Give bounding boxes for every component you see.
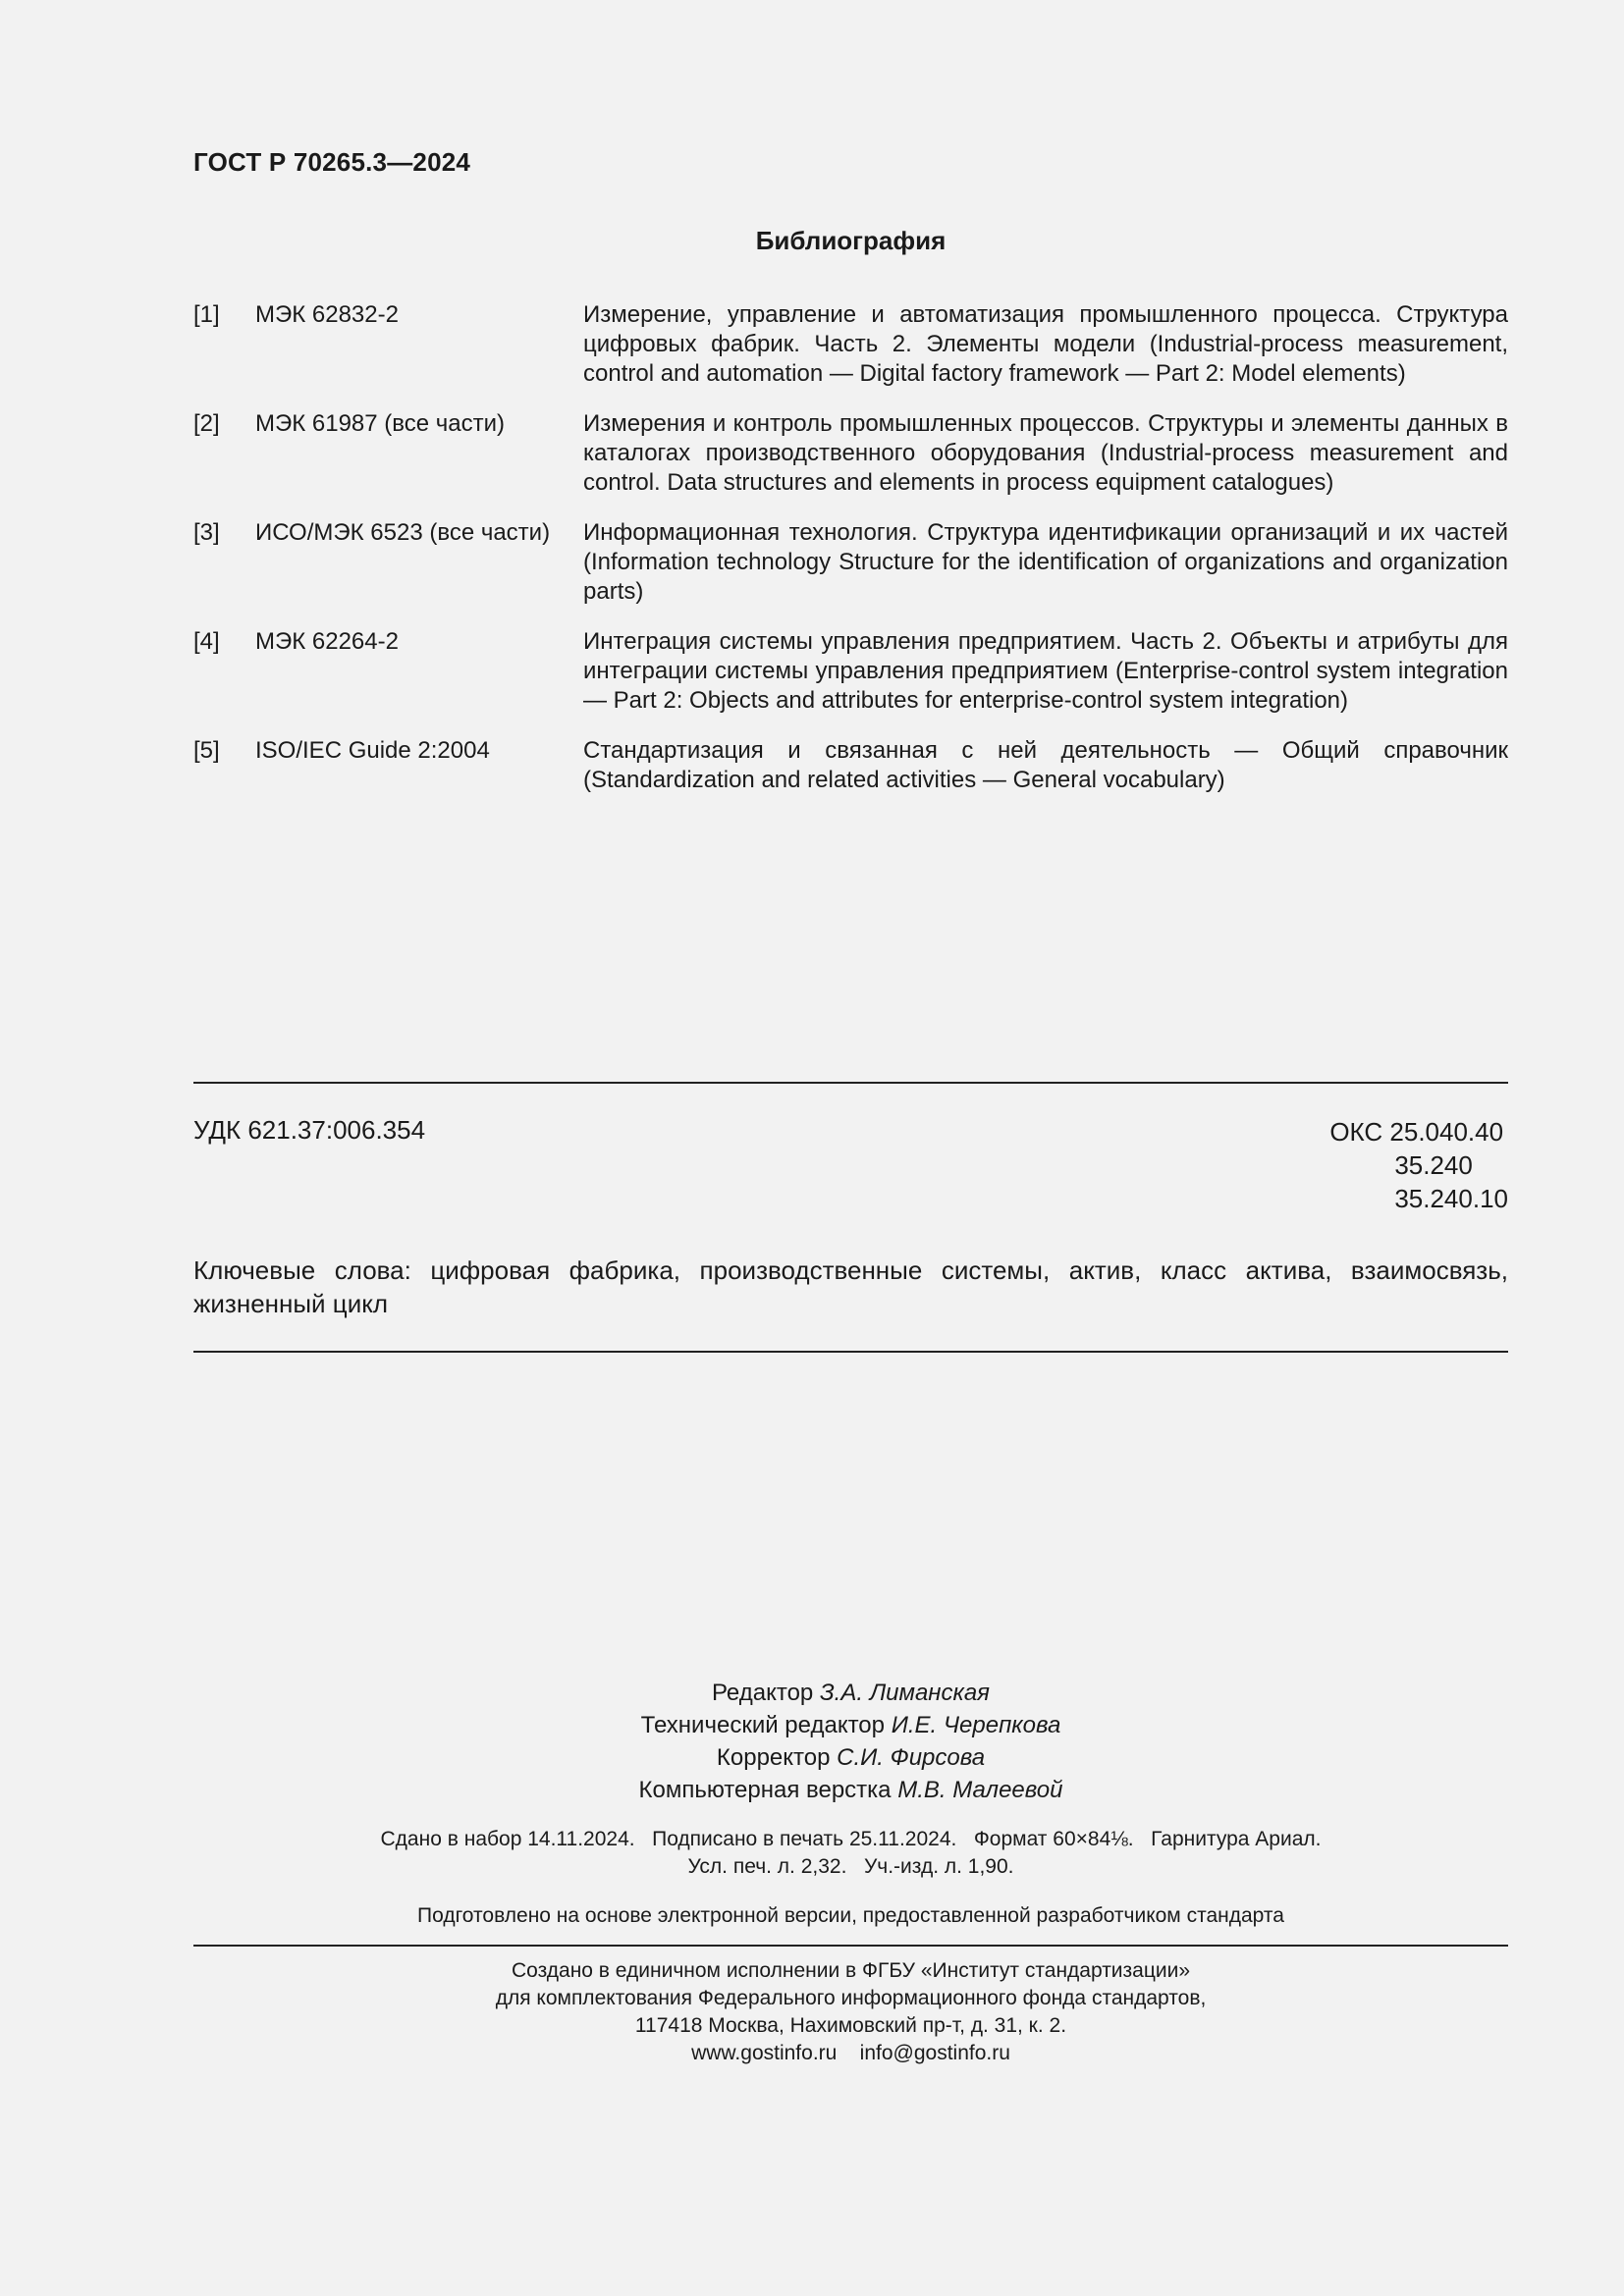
credit-name: М.В. Малеевой bbox=[897, 1777, 1063, 1803]
bibliography-item bbox=[193, 409, 1508, 498]
bibliography-item-description: Измерения и контроль промышленных процессов. Структуры и элементы данных в каталогах производственного оборудования (Industrial-process measurement and control. Data structures and elements in process equipment catalogues) bbox=[583, 410, 1508, 496]
created-line: для комплектования Федерального информационного фонда стандартов, bbox=[495, 1987, 1207, 2009]
bibliography-item-code: МЭК 62264-2 bbox=[255, 628, 399, 655]
credit-role: Компьютерная верстка bbox=[638, 1777, 892, 1803]
bibliography-item-number: [5] bbox=[193, 737, 220, 764]
oks-code: 35.240 bbox=[1394, 1150, 1473, 1180]
bibliography-item-description: Информационная технология. Структура идентификации организаций и их частей (Information technology Structure for the identification of organizations and organization parts) bbox=[583, 519, 1508, 605]
bibliography-item-number: [1] bbox=[193, 301, 220, 328]
credit-name: И.Е. Черепкова bbox=[891, 1712, 1061, 1738]
bibliography-item bbox=[193, 627, 1508, 716]
created-line: Создано в единичном исполнении в ФГБУ «Институт стандартизации» bbox=[511, 1959, 1191, 1982]
credit-name: З.А. Лиманская bbox=[819, 1680, 991, 1706]
udk-code: УДК 621.37:006.354 bbox=[193, 1115, 426, 1145]
divider-bottom bbox=[193, 1945, 1508, 1947]
keywords: Ключевые слова: цифровая фабрика, производственные системы, актив, класс актива, взаимосвязь, жизненный цикл bbox=[193, 1255, 1508, 1318]
credit-line bbox=[193, 1774, 1508, 1806]
bibliography-item-description: Измерение, управление и автоматизация промышленного процесса. Структура цифровых фабрик. Часть 2. Элементы модели (Industrial-process measurement, control and automation — Digital factory framework — Part 2: Model elements) bbox=[583, 301, 1508, 387]
bibliography-title: Библиография bbox=[755, 226, 947, 255]
credit-line bbox=[193, 1741, 1508, 1774]
bibliography-item bbox=[193, 300, 1508, 389]
bibliography-item bbox=[193, 736, 1508, 795]
credit-role: Редактор bbox=[711, 1680, 814, 1706]
credit-line bbox=[193, 1677, 1508, 1709]
prepared-note: Подготовлено на основе электронной версии, предоставленной разработчиком стандарта bbox=[417, 1904, 1284, 1927]
bibliography-item-code: МЭК 62832-2 bbox=[255, 301, 399, 328]
divider-top bbox=[193, 1082, 1508, 1084]
credit-line bbox=[193, 1709, 1508, 1741]
credits bbox=[193, 1677, 1508, 1806]
bibliography-item-number: [2] bbox=[193, 410, 220, 437]
bibliography-item-code: МЭК 61987 (все части) bbox=[255, 410, 506, 437]
oks-codes bbox=[1329, 1115, 1508, 1215]
divider-middle bbox=[193, 1351, 1508, 1353]
bibliography-item-code: ISO/IEC Guide 2:2004 bbox=[255, 737, 490, 764]
bibliography-item-number: [4] bbox=[193, 628, 220, 655]
contacts-line: www.gostinfo.ru info@gostinfo.ru bbox=[691, 2042, 1010, 2064]
oks-code: 35.240.10 bbox=[1394, 1184, 1508, 1213]
bibliography-item-number: [3] bbox=[193, 519, 220, 546]
imprint-line: Усл. печ. л. 2,32. Уч.-изд. л. 1,90. bbox=[687, 1855, 1014, 1878]
bibliography-list bbox=[193, 300, 1508, 816]
imprint-line: Сдано в набор 14.11.2024. Подписано в печать 25.11.2024. Формат 60×84⅛. Гарнитура Ариал. bbox=[380, 1828, 1322, 1850]
document-number: ГОСТ Р 70265.3—2024 bbox=[193, 147, 471, 177]
bibliography-item-description: Интеграция системы управления предприятием. Часть 2. Объекты и атрибуты для интеграции системы управления предприятием (Enterprise-control system integration — Part 2: Objects and attributes for enterprise-control system integration) bbox=[583, 628, 1508, 714]
credit-name: С.И. Фирсова bbox=[837, 1744, 986, 1771]
imprint bbox=[193, 1826, 1508, 1881]
credit-role: Технический редактор bbox=[640, 1712, 886, 1738]
created-note bbox=[193, 1957, 1508, 2067]
bibliography-item bbox=[193, 518, 1508, 607]
oks-code: ОКС 25.040.40 bbox=[1329, 1117, 1504, 1147]
created-line: 117418 Москва, Нахимовский пр-т, д. 31, к. 2. bbox=[634, 2014, 1067, 2037]
bibliography-item-description: Стандартизация и связанная с ней деятельность — Общий справочник (Standardization and related activities — General vocabulary) bbox=[583, 737, 1508, 793]
credit-role: Корректор bbox=[716, 1744, 831, 1771]
bibliography-item-code: ИСО/МЭК 6523 (все части) bbox=[255, 519, 551, 546]
